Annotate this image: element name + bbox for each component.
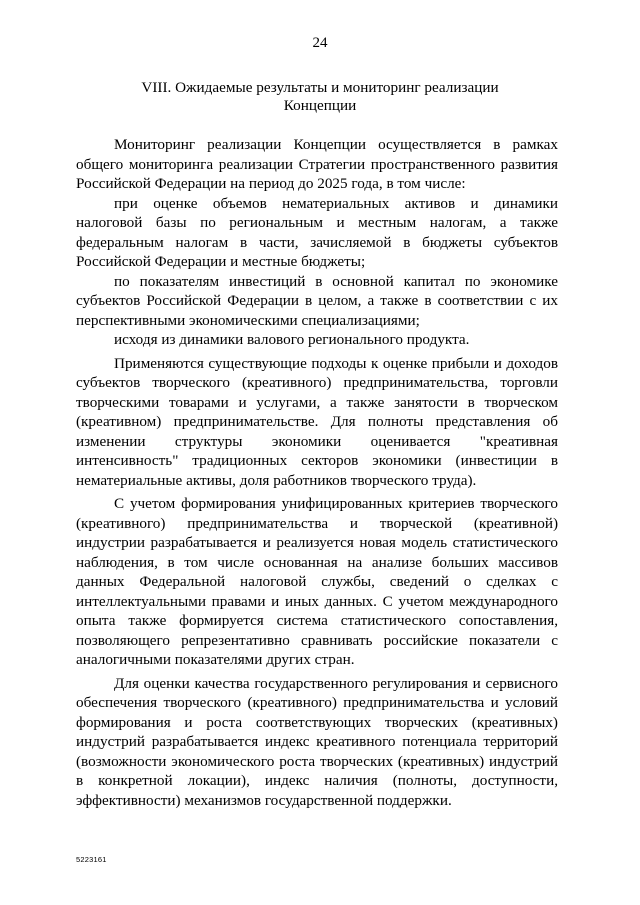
paragraph-statistical-model: С учетом формирования унифицированных критериев творческого (креативного) предпринимательства и творческой (креативной) индустрии разрабатывается и реализуется новая модель статистического наблюдения, в том числе основанная на анализе больших массивов данных Федеральной налоговой службы, сведений о сделках с интеллектуальными правами и иных данных. С учетом международного опыта также формируется система статистического сопоставления, позволяющего репрезентативно сравнивать российские показатели с аналогичными показателями других стран. <box>76 495 558 668</box>
section-heading <box>0 79 640 114</box>
paragraph-creative-potential-index: Для оценки качества государственного регулирования и сервисного обеспечения творческого (креативного) предпринимательства и условий формирования и роста соответствующих творческих (креативных) индустрий разрабатывается индекс креативного потенциала территорий (возможности экономического роста творческих (креативных) индустрий в конкретной локации), индекс наличия (полноты, доступности, эффективности) механизмов государственной поддержки. <box>76 674 558 809</box>
body-text <box>76 135 558 810</box>
section-heading-line-1: VIII. Ожидаемые результаты и мониторинг реализации <box>141 79 499 96</box>
paragraph-existing-approaches: Применяются существующие подходы к оценке прибыли и доходов субъектов творческого (креативного) предпринимательства, торговли творческими товарами и услугами, а также занятости в творческом (креативном) предпринимательстве. Для полноты представления об изменении структуры экономики оценивается "креативная интенсивность" традиционных секторов экономики (инвестиции в нематериальные активы, доля работников творческого труда). <box>76 354 558 489</box>
paragraph-investment-indicators: по показателям инвестиций в основной капитал по экономике субъектов Российской Федерации в целом, а также в соответствии с их перспективными экономическими специализациями; <box>76 272 558 329</box>
paragraph-intangible-assets: при оценке объемов нематериальных активов и динамики налоговой базы по региональным и местным налогам, а также федеральным налогам в части, зачисляемой в бюджеты субъектов Российской Федерации и местные бюджеты; <box>76 194 558 270</box>
page-number: 24 <box>312 35 328 51</box>
document-code: 5223161 <box>76 855 107 864</box>
paragraph-monitoring-intro: Мониторинг реализации Концепции осуществляется в рамках общего мониторинга реализации Стратегии пространственного развития Российской Федерации на период до 2025 года, в том числе: <box>76 136 558 192</box>
paragraph-grp-dynamics: исходя из динамики валового регионального продукта. <box>114 331 470 348</box>
section-heading-line-2: Концепции <box>283 96 357 114</box>
